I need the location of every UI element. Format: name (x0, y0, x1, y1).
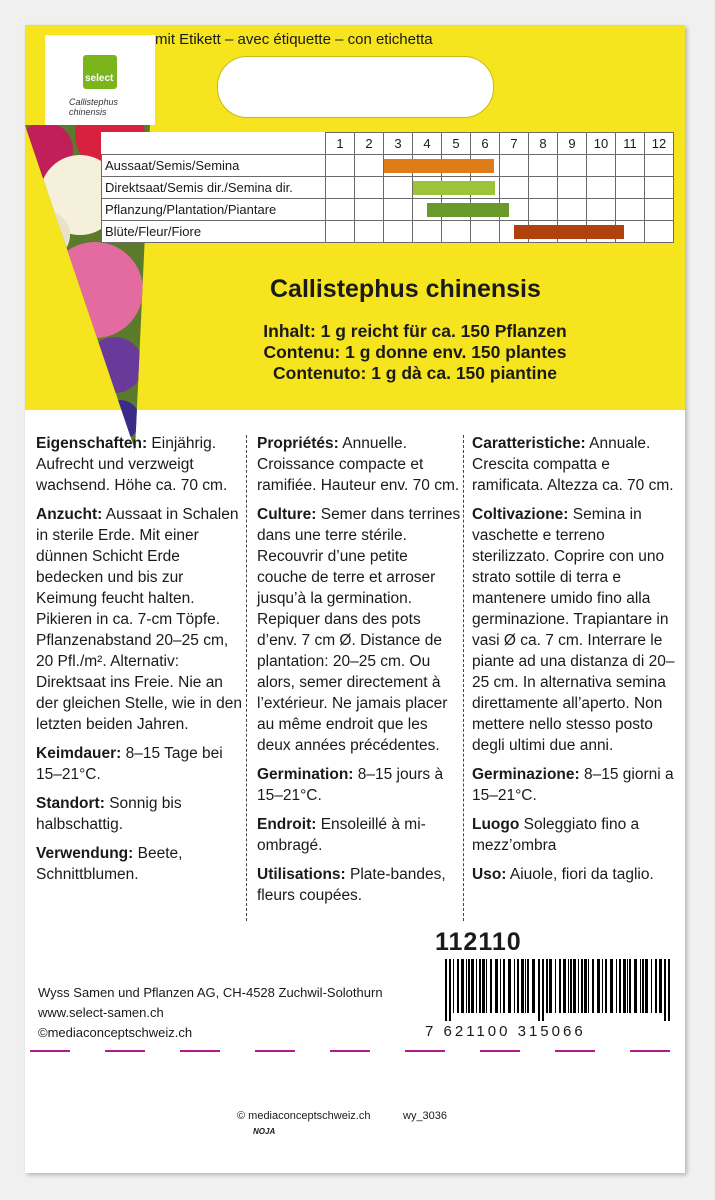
printer-logo: NOJA (253, 1127, 276, 1136)
calendar-cell (500, 177, 529, 199)
calendar-row-label: Direktsaat/Semis dir./Semina dir. (102, 177, 326, 199)
brand-label (45, 35, 155, 125)
calendar-cell (355, 177, 384, 199)
month-header: 1 (326, 133, 355, 155)
calendar-cell (558, 221, 587, 243)
calendar-cell (413, 155, 442, 177)
sowing-calendar (101, 132, 674, 243)
label-note: mit Etikett – avec étiquette – con etichetta (155, 31, 433, 48)
seed-content-info (225, 321, 605, 384)
article-number: 112110 (435, 928, 522, 956)
calendar-cell (326, 177, 355, 199)
calendar-cell (355, 199, 384, 221)
description-paragraph (257, 864, 462, 906)
description-heading: Uso: (472, 866, 507, 883)
description-text: Einjährig. Aufrecht und verzweigt wachsend. Höhe ca. 70 cm. (36, 435, 228, 494)
calendar-cell (645, 177, 674, 199)
calendar-cell (413, 221, 442, 243)
description-heading: Culture: (257, 506, 317, 523)
calendar-cell (500, 155, 529, 177)
calendar-cell (471, 221, 500, 243)
description-text: Aiuole, fiori da taglio. (506, 866, 654, 883)
logo-text: select (85, 73, 114, 84)
description-heading: Caratteristiche: (472, 435, 586, 452)
month-header: 9 (558, 133, 587, 155)
calendar-cell (616, 155, 645, 177)
month-header: 11 (616, 133, 645, 155)
description-paragraph (257, 764, 462, 806)
cut-dash (30, 1050, 70, 1052)
description-text: Soleggiato fino a mezz’ombra (472, 816, 640, 854)
calendar-cell (558, 199, 587, 221)
description-paragraph (36, 843, 246, 885)
seed-packet-back (25, 25, 685, 1173)
calendar-row (102, 155, 674, 177)
month-header: 4 (413, 133, 442, 155)
description-paragraph (257, 433, 462, 496)
description-text: 8–15 Tage bei 15–21°C. (36, 745, 223, 783)
month-header: 5 (442, 133, 471, 155)
description-text: Annuelle. Croissance compacte et ramifiée. Hauteur env. 70 cm. (257, 435, 460, 494)
description-text: Plate-bandes, fleurs coupées. (257, 866, 446, 904)
description-paragraph (472, 864, 682, 885)
description-text: Beete, Schnittblumen. (36, 845, 183, 883)
description-text: Sonnig bis halbschattig. (36, 795, 182, 833)
calendar-cell (413, 199, 442, 221)
cut-dash (105, 1050, 145, 1052)
logo-latin-name: Callistephus chinensis (69, 97, 119, 117)
description-heading: Luogo (472, 816, 520, 833)
footer-reference: wy_3036 (403, 1110, 448, 1122)
description-heading: Germination: (257, 766, 354, 783)
species-title: Callistephus chinensis (270, 275, 541, 303)
calendar-cell (529, 199, 558, 221)
month-header: 8 (529, 133, 558, 155)
description-text: Annuale. Crescita compatta e ramificata. Altezza ca. 70 cm. (472, 435, 674, 494)
description-heading: Verwendung: (36, 845, 134, 862)
cut-dash (255, 1050, 295, 1052)
calendar-row-label: Pflanzung/Plantation/Piantare (102, 199, 326, 221)
calendar-cell (326, 155, 355, 177)
description-paragraph (472, 433, 682, 496)
calendar-cell (587, 199, 616, 221)
calendar-cell (471, 177, 500, 199)
company-website: www.select-samen.ch (38, 1005, 164, 1020)
calendar-cell (384, 177, 413, 199)
description-heading: Keimdauer: (36, 745, 122, 762)
description-heading: Utilisations: (257, 866, 346, 883)
calendar-cell (558, 177, 587, 199)
calendar-cell (471, 199, 500, 221)
description-text: 8–15 giorni a 15–21°C. (472, 766, 674, 804)
description-text: Semer dans terrines dans une terre stérile. Recouvrir d’une petite couche de terre et arroser jusqu’à la germination. Repiquer dans des pots d’env. 7 cm Ø. Distance de plantation: 20–25 cm. Ou alors, semer directement à l’extérieur. Ne jamais placer au même endroit que les deux années précédentes. (257, 506, 461, 754)
description-paragraph (36, 743, 246, 785)
italian-description (472, 433, 682, 893)
cut-dash (555, 1050, 595, 1052)
calendar-cell (616, 199, 645, 221)
description-text: Ensoleillé à mi-ombragé. (257, 816, 426, 854)
hang-hole (217, 56, 494, 118)
barcode-icon (445, 959, 670, 1021)
month-header: 7 (500, 133, 529, 155)
calendar-cell (645, 199, 674, 221)
calendar-cell (442, 221, 471, 243)
month-header: 12 (645, 133, 674, 155)
company-address (38, 983, 383, 1043)
content-line-fr: Contenu: 1 g donne env. 150 plantes (263, 342, 567, 362)
description-paragraph (472, 504, 682, 756)
content-line-it: Contenuto: 1 g dà ca. 150 piantine (273, 363, 557, 383)
description-paragraph (36, 433, 246, 496)
calendar-cell (500, 221, 529, 243)
description-paragraph (472, 764, 682, 806)
calendar-row (102, 221, 674, 243)
calendar-cell (326, 221, 355, 243)
calendar-cell (587, 221, 616, 243)
column-divider (463, 435, 464, 921)
calendar-corner (102, 133, 326, 155)
calendar-cell (384, 155, 413, 177)
company-copyright: ©mediaconceptschweiz.ch (38, 1025, 193, 1040)
calendar-row (102, 199, 674, 221)
select-logo-icon (83, 55, 117, 89)
company-name: Wyss Samen und Pflanzen AG, CH-4528 Zuchwil-Solothurn (38, 985, 383, 1000)
calendar-cell (500, 199, 529, 221)
barcode-number: 7 621100 315066 (425, 1023, 586, 1040)
description-paragraph (472, 814, 682, 856)
cut-dash (480, 1050, 520, 1052)
calendar-cell (616, 177, 645, 199)
calendar-cell (442, 199, 471, 221)
calendar-cell (471, 155, 500, 177)
calendar-cell (442, 155, 471, 177)
calendar-cell (529, 177, 558, 199)
yellow-header-area (25, 25, 685, 410)
cut-dash (180, 1050, 220, 1052)
calendar-cell (529, 221, 558, 243)
month-header: 6 (471, 133, 500, 155)
description-heading: Germinazione: (472, 766, 580, 783)
description-heading: Anzucht: (36, 506, 103, 523)
calendar-cell (529, 155, 558, 177)
calendar-row (102, 177, 674, 199)
calendar-cell (413, 177, 442, 199)
description-text: Aussaat in Schalen in sterile Erde. Mit einer dünnen Schicht Erde bedecken und bis zur Keimung feucht halten. Pikieren in ca. 7-cm Töpfe. Pflanzenabstand 20–25 cm, 20 Pfl./m². Alternativ: Direktsaat ins Freie. Nie an der gleichen Stelle, wie in den letzten beiden Jahren. (36, 506, 242, 733)
description-paragraph (36, 793, 246, 835)
german-description (36, 433, 246, 893)
month-header: 3 (384, 133, 413, 155)
calendar-cell (355, 155, 384, 177)
description-text: 8–15 jours à 15–21°C. (257, 766, 444, 804)
calendar-cell (645, 221, 674, 243)
calendar-cell (355, 221, 384, 243)
calendar-cell (558, 155, 587, 177)
description-text: Semina in vaschette e terreno sterilizzato. Coprire con uno strato sottile di terra e mantenere umido fino alla germinazione. Trapiantare in vasi Ø ca. 7 cm. Interrare le piante ad una distanza di 20–25 cm. In alternativa semina direttamente all’aperto. Non mettere nello stesso posto degli ultimi due anni. (472, 506, 675, 754)
calendar-cell (442, 177, 471, 199)
calendar-row-label: Blüte/Fleur/Fiore (102, 221, 326, 243)
calendar-cell (645, 155, 674, 177)
description-paragraph (257, 504, 462, 756)
content-line-de: Inhalt: 1 g reicht für ca. 150 Pflanzen (263, 321, 567, 341)
description-heading: Propriétés: (257, 435, 339, 452)
description-heading: Coltivazione: (472, 506, 569, 523)
cut-dash (330, 1050, 370, 1052)
description-heading: Standort: (36, 795, 105, 812)
calendar-cell (616, 221, 645, 243)
description-paragraph (36, 504, 246, 735)
calendar-cell (384, 199, 413, 221)
calendar-row-label: Aussaat/Semis/Semina (102, 155, 326, 177)
month-header: 2 (355, 133, 384, 155)
column-divider (246, 435, 247, 921)
calendar-cell (326, 199, 355, 221)
calendar-cell (384, 221, 413, 243)
description-heading: Eigenschaften: (36, 435, 148, 452)
french-description (257, 433, 462, 914)
description-heading: Endroit: (257, 816, 317, 833)
description-paragraph (257, 814, 462, 856)
cut-dash (630, 1050, 670, 1052)
calendar-cell (587, 155, 616, 177)
cut-line (25, 1050, 685, 1053)
calendar-cell (587, 177, 616, 199)
month-header: 10 (587, 133, 616, 155)
footer-copyright: © mediaconceptschweiz.ch (237, 1110, 371, 1122)
cut-dash (405, 1050, 445, 1052)
